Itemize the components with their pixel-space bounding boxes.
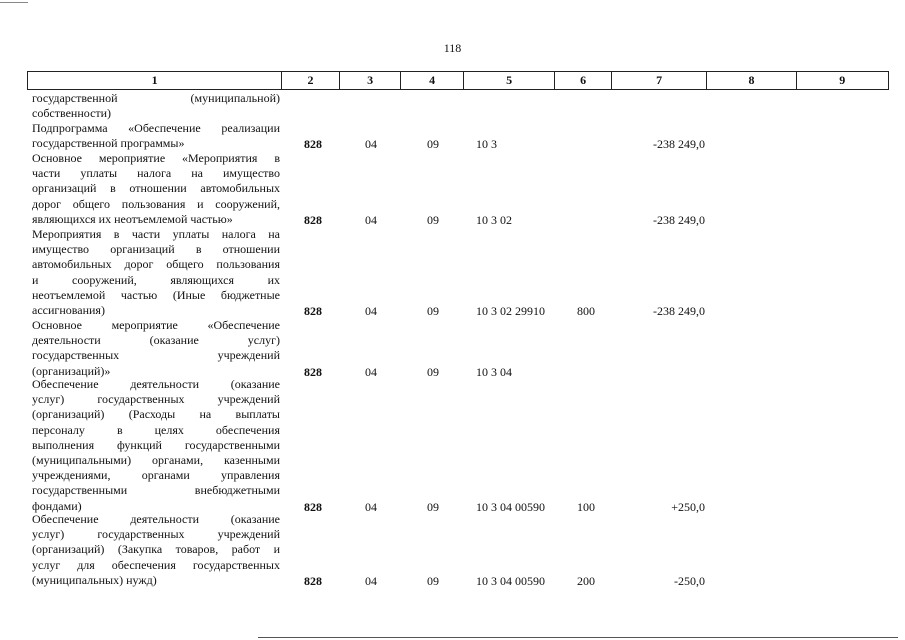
description-line: государственных учреждений — [32, 348, 280, 363]
description-line: Обеспечение деятельности (оказание — [32, 512, 280, 526]
cell-c3: 04 — [365, 364, 377, 379]
description-line: государственными внебюджетными — [32, 483, 280, 498]
cell-c5: 10 3 04 — [476, 364, 512, 379]
description-line: ассигнования) — [32, 303, 105, 318]
cell-c7: +250,0 — [671, 499, 705, 514]
header-col-1: 1 — [28, 72, 282, 89]
cell-c2: 828 — [304, 364, 322, 379]
cell-c6: 100 — [577, 499, 595, 514]
description-line: фондами) — [32, 498, 82, 513]
row-description — [32, 121, 280, 151]
cell-c4: 09 — [427, 212, 439, 227]
row-description — [32, 377, 280, 514]
cell-c5: 10 3 04 00590 — [476, 499, 545, 514]
cell-c7: -238 249,0 — [653, 304, 705, 318]
cell-c4: 09 — [427, 364, 439, 379]
header-col-9: 9 — [839, 73, 846, 87]
row-description — [32, 151, 280, 227]
cell-c3: 04 — [365, 573, 377, 588]
cell-c5: 10 3 04 00590 — [476, 573, 545, 588]
description-line: имущество организаций в отношении — [32, 242, 280, 257]
header-col-7: 7 — [612, 72, 707, 89]
cell-c5: 10 3 — [476, 137, 497, 152]
description-line: выполнения функций государственными — [32, 437, 280, 452]
cell-c7: -250,0 — [674, 573, 705, 588]
description-line: и сооружений, являющихся их — [32, 272, 280, 287]
row-description — [32, 512, 280, 588]
description-line: (организаций) (Расходы на выплаты — [32, 407, 280, 422]
cell-c4: 09 — [427, 573, 439, 588]
cell-c3: 04 — [365, 304, 377, 318]
description-line: (муниципальными) органами, казенными — [32, 453, 280, 468]
header-col-8: 8 — [707, 72, 796, 89]
description-line: (организаций) (Закупка товаров, работ и — [32, 542, 280, 557]
table-header — [27, 71, 889, 90]
description-line: Основное мероприятие «Мероприятия в — [32, 151, 280, 165]
header-col-6: 6 — [555, 72, 612, 89]
description-line: автомобильных дорог общего пользования — [32, 257, 280, 272]
row-description — [32, 91, 280, 121]
cell-c2: 828 — [304, 573, 322, 588]
header-col-4: 4 — [401, 72, 464, 89]
description-line: (организаций)» — [32, 363, 111, 378]
cell-c2: 828 — [304, 137, 322, 152]
description-line: учреждениями, органами управления — [32, 468, 280, 483]
cell-c3: 04 — [365, 212, 377, 227]
row-description — [32, 318, 280, 379]
description-line: Мероприятия в части уплаты налога на — [32, 227, 280, 241]
cell-c3: 04 — [365, 137, 377, 152]
cell-c2: 828 — [304, 499, 322, 514]
cell-c7: -238 249,0 — [653, 212, 705, 227]
cell-c4: 09 — [427, 137, 439, 152]
description-line: государственной (муниципальной) — [32, 91, 280, 105]
cell-c7: -238 249,0 — [653, 137, 705, 152]
cell-c6: 200 — [577, 573, 595, 588]
description-line: неотъемлемой частью (Иные бюджетные — [32, 287, 280, 302]
description-line: услуг для обеспечения государственных — [32, 557, 280, 572]
description-line: услуг) государственных учреждений — [32, 392, 280, 407]
description-line: (муниципальных) нужд) — [32, 572, 157, 587]
page-number: 118 — [443, 41, 462, 55]
description-line: Подпрограмма «Обеспечение реализации — [32, 121, 280, 135]
description-line: государственной программы» — [32, 136, 185, 151]
header-col-3: 3 — [340, 72, 402, 89]
description-line: деятельности (оказание услуг) — [32, 333, 280, 348]
description-line: собственности) — [32, 106, 112, 121]
cell-c4: 09 — [427, 304, 439, 318]
description-line: части уплаты налога на имущество — [32, 166, 280, 181]
cell-c6: 800 — [577, 304, 595, 318]
cell-c2: 828 — [304, 304, 322, 318]
description-line: организаций в отношении автомобильных — [32, 181, 280, 196]
description-line: являющихся их неотъемлемой частью» — [32, 211, 233, 226]
header-col-2: 2 — [282, 72, 340, 89]
row-description — [32, 227, 280, 318]
cell-c5: 10 3 02 29910 — [476, 304, 545, 318]
description-line: персоналу в целях обеспечения — [32, 422, 280, 437]
description-line: Основное мероприятие «Обеспечение — [32, 318, 280, 332]
header-col-5: 5 — [464, 72, 555, 89]
cell-c2: 828 — [304, 212, 322, 227]
description-line: услуг) государственных учреждений — [32, 527, 280, 542]
bottom-rule — [258, 637, 898, 638]
top-rule — [0, 2, 28, 3]
cell-c5: 10 3 02 — [476, 212, 512, 227]
description-line: дорог общего пользования и сооружений, — [32, 196, 280, 211]
description-line: Обеспечение деятельности (оказание — [32, 377, 280, 391]
cell-c4: 09 — [427, 499, 439, 514]
cell-c3: 04 — [365, 499, 377, 514]
